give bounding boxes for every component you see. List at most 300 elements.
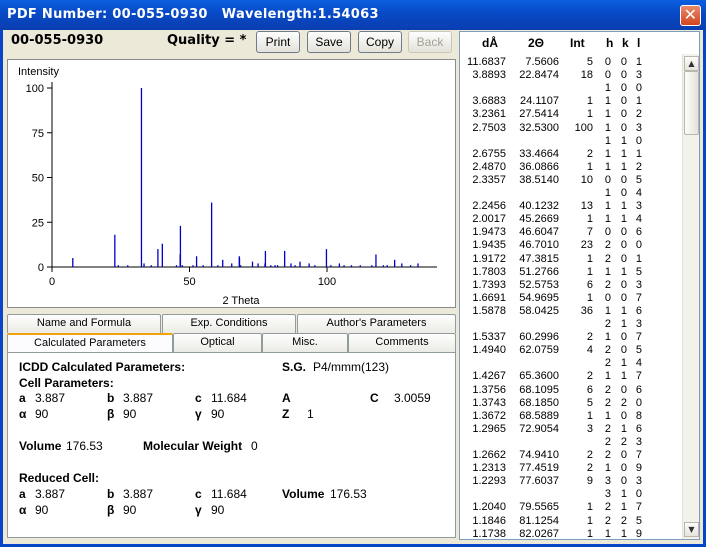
print-button[interactable]: Print	[256, 31, 300, 53]
tab-calculated-parameters[interactable]: Calculated Parameters	[7, 333, 173, 352]
table-row[interactable]	[460, 529, 682, 540]
cell-h: 2	[604, 344, 611, 357]
tab-strip	[7, 314, 456, 354]
table-row[interactable]	[460, 201, 682, 212]
cell-k: 1	[620, 265, 627, 278]
cell-d-spacing: 1.2040	[472, 501, 506, 514]
cell-l: 4	[635, 213, 642, 226]
cell-h: 1	[604, 134, 611, 147]
reduced-a-label: a	[19, 487, 26, 501]
reduced-alpha-value: 90	[35, 503, 49, 517]
table-row[interactable]	[460, 136, 682, 147]
C-value: 3.0059	[394, 391, 431, 405]
table-row[interactable]	[460, 516, 682, 527]
table-row[interactable]	[460, 280, 682, 291]
panel-heading: ICDD Calculated Parameters:	[19, 360, 186, 374]
alpha-label: α	[19, 407, 27, 421]
x-tick-label: 100	[317, 276, 337, 288]
scroll-down-icon[interactable]: ▼	[684, 522, 699, 537]
cell-d-spacing: 1.2313	[472, 462, 506, 475]
cell-h: 1	[604, 200, 611, 213]
cell-two-theta: 7.5606	[525, 56, 559, 68]
cell-two-theta: 52.5753	[519, 278, 559, 291]
table-row[interactable]	[460, 240, 682, 251]
cell-k: 2	[620, 514, 627, 527]
sg-label: S.G.	[282, 360, 307, 374]
cell-h: 0	[604, 173, 611, 186]
table-row[interactable]	[460, 424, 682, 435]
chart-svg	[8, 60, 457, 309]
cell-d-spacing: 1.9435	[472, 239, 506, 252]
cell-h: 0	[604, 226, 611, 239]
table-row[interactable]	[460, 227, 682, 238]
cell-k: 0	[620, 252, 627, 265]
cell-two-theta: 82.0267	[519, 527, 559, 540]
cell-k: 0	[620, 173, 627, 186]
cell-l: 7	[635, 501, 642, 514]
table-row[interactable]	[460, 96, 682, 107]
cell-l: 5	[635, 265, 642, 278]
cell-l: 7	[635, 291, 642, 304]
cell-l: 6	[635, 422, 642, 435]
volume-value: 176.53	[66, 439, 103, 453]
table-row[interactable]	[460, 83, 682, 94]
table-row[interactable]	[460, 411, 682, 422]
header-two-theta[interactable]: 2Θ	[528, 36, 545, 50]
y-tick-label: 75	[31, 127, 44, 140]
table-row[interactable]	[460, 489, 682, 500]
peak-list[interactable]	[459, 31, 700, 540]
table-row[interactable]	[460, 162, 682, 173]
cell-intensity: 6	[586, 383, 593, 396]
cell-d-spacing: 1.2662	[472, 449, 506, 461]
table-row[interactable]	[460, 214, 682, 225]
cell-h: 2	[604, 383, 611, 396]
cell-two-theta: 58.0425	[519, 304, 559, 317]
cell-h: 1	[604, 304, 611, 317]
cell-h: 1	[604, 409, 611, 422]
cell-h: 0	[604, 56, 611, 68]
table-row[interactable]	[460, 306, 682, 317]
header-intensity[interactable]: Int	[570, 36, 585, 50]
cell-intensity: 3	[586, 422, 593, 435]
reduced-volume-label: Volume	[282, 487, 325, 501]
cell-two-theta: 40.1232	[519, 200, 559, 213]
cell-h: 2	[604, 449, 611, 461]
cell-two-theta: 24.1107	[520, 95, 559, 108]
cell-k: 1	[620, 501, 627, 514]
cell-l: 0	[635, 488, 642, 501]
cell-d-spacing: 1.1846	[472, 514, 506, 527]
close-icon: ✕	[683, 5, 698, 24]
back-button: Back	[408, 31, 452, 53]
cell-h: 2	[604, 514, 611, 527]
cell-intensity: 18	[580, 69, 593, 82]
cell-two-theta: 79.5565	[519, 501, 559, 514]
table-row[interactable]	[460, 398, 682, 409]
cell-h: 1	[604, 108, 611, 121]
reduced-volume-value: 176.53	[330, 487, 367, 501]
cell-l: 3	[635, 69, 642, 82]
cell-h: 3	[604, 475, 611, 488]
cell-l: 0	[635, 82, 642, 95]
table-row[interactable]	[460, 358, 682, 369]
cell-k: 1	[620, 304, 627, 317]
cell-intensity: 36	[580, 304, 593, 317]
cell-intensity: 1	[586, 501, 593, 514]
cell-d-spacing: 1.1738	[472, 527, 506, 540]
cell-h: 1	[604, 265, 611, 278]
cell-h: 0	[604, 69, 611, 82]
b-value: 3.887	[123, 391, 154, 405]
cell-h: 2	[604, 396, 611, 409]
table-row[interactable]	[460, 319, 682, 330]
cell-l: 3	[635, 318, 642, 330]
x-axis-label: 2 Theta	[222, 295, 260, 307]
cell-intensity: 4	[586, 344, 593, 357]
cell-d-spacing: 2.7503	[472, 121, 506, 134]
cell-d-spacing: 1.4940	[472, 344, 506, 357]
table-row[interactable]	[460, 70, 682, 81]
cell-l: 5	[635, 344, 642, 357]
tab-name-and-formula[interactable]: Name and Formula	[7, 314, 161, 333]
cell-h: 1	[604, 160, 611, 173]
cell-k: 1	[620, 422, 627, 435]
cell-d-spacing: 2.6755	[472, 147, 506, 160]
cell-k: 0	[620, 409, 627, 422]
cell-two-theta: 27.5414	[519, 108, 559, 121]
cell-two-theta: 47.3815	[519, 252, 559, 265]
cell-d-spacing: 3.8893	[472, 69, 506, 82]
cell-l: 3	[635, 121, 642, 134]
cell-l: 4	[635, 187, 642, 199]
cell-l: 1	[635, 95, 642, 108]
reduced-beta-label: β	[107, 503, 115, 517]
reduced-a-value: 3.887	[35, 487, 66, 501]
cell-h: 2	[604, 357, 611, 370]
cell-d-spacing: 2.2456	[472, 200, 506, 213]
cell-two-theta: 62.0759	[519, 344, 559, 357]
table-row[interactable]	[460, 476, 682, 487]
cell-l: 0	[635, 396, 642, 409]
table-row[interactable]	[460, 371, 682, 382]
cell-two-theta: 72.9054	[519, 422, 559, 435]
cell-d-spacing: 1.2293	[472, 475, 506, 488]
cell-intensity: 100	[574, 121, 593, 134]
cell-l: 3	[635, 475, 642, 488]
cell-d-spacing: 1.6691	[472, 291, 506, 304]
cell-two-theta: 54.9695	[519, 291, 559, 304]
table-row[interactable]	[460, 385, 682, 396]
cell-l: 3	[635, 435, 642, 448]
cell-h: 2	[604, 278, 611, 291]
table-row[interactable]	[460, 123, 682, 134]
cell-k: 0	[620, 449, 627, 461]
cell-k: 0	[620, 226, 627, 239]
cell-d-spacing: 1.5337	[472, 331, 506, 344]
cell-l: 2	[635, 160, 642, 173]
molecular-weight-value: 0	[251, 439, 258, 453]
cell-intensity: 1	[586, 527, 593, 540]
tab-optical[interactable]: Optical	[173, 333, 262, 352]
table-row[interactable]	[460, 267, 682, 278]
reduced-c-value: 11.684	[211, 487, 247, 501]
cell-d-spacing: 1.3756	[472, 383, 506, 396]
cell-two-theta: 65.3600	[519, 370, 559, 383]
table-row[interactable]	[460, 293, 682, 304]
cell-d-spacing: 2.0017	[472, 213, 506, 226]
cell-h: 1	[604, 82, 611, 95]
table-row[interactable]	[460, 57, 682, 68]
cell-k: 1	[620, 160, 627, 173]
cell-two-theta: 51.2766	[519, 265, 559, 278]
close-button[interactable]	[680, 5, 701, 26]
cell-h: 2	[604, 318, 611, 330]
cell-k: 0	[620, 187, 627, 199]
a-value: 3.887	[35, 391, 66, 405]
cell-h: 2	[604, 435, 611, 448]
reduced-alpha-label: α	[19, 503, 27, 517]
cell-l: 9	[635, 462, 642, 475]
header-l[interactable]: l	[637, 36, 641, 50]
cell-l: 6	[635, 304, 642, 317]
cell-intensity: 2	[586, 462, 593, 475]
cell-h: 1	[604, 121, 611, 134]
cell-two-theta: 46.6047	[519, 226, 559, 239]
table-row[interactable]	[460, 345, 682, 356]
cell-l: 8	[635, 409, 642, 422]
cell-intensity: 13	[580, 200, 593, 213]
cell-k: 2	[620, 396, 627, 409]
cell-intensity: 1	[586, 514, 593, 527]
cell-intensity: 2	[586, 370, 593, 383]
cell-d-spacing: 1.9172	[472, 252, 506, 265]
cell-l: 6	[635, 383, 642, 396]
table-row[interactable]	[460, 175, 682, 186]
cell-k: 1	[620, 213, 627, 226]
cell-two-theta: 68.1095	[519, 383, 559, 396]
cell-intensity: 5	[586, 56, 593, 68]
table-row[interactable]	[460, 188, 682, 199]
cell-two-theta: 33.4664	[519, 147, 559, 160]
table-row[interactable]	[460, 450, 682, 461]
x-tick-label: 0	[48, 276, 56, 288]
cell-h: 3	[604, 488, 611, 501]
cell-intensity: 1	[586, 291, 593, 304]
cell-l: 7	[635, 331, 642, 344]
reduced-cell-heading: Reduced Cell:	[19, 471, 100, 485]
save-button[interactable]: Save	[307, 31, 351, 53]
cell-two-theta: 45.2669	[519, 213, 559, 226]
beta-label: β	[107, 407, 115, 421]
reduced-gamma-value: 90	[211, 503, 225, 517]
x-tick-label: 50	[183, 276, 196, 288]
header-d-spacing[interactable]: dÅ	[482, 36, 498, 50]
cell-k: 1	[620, 318, 627, 330]
cell-intensity: 1	[586, 213, 593, 226]
table-row[interactable]	[460, 437, 682, 448]
beta-value: 90	[123, 407, 137, 421]
cell-d-spacing: 1.3672	[472, 409, 506, 422]
table-row[interactable]	[460, 502, 682, 513]
alpha-value: 90	[35, 407, 49, 421]
cell-k: 0	[620, 278, 627, 291]
cell-d-spacing: 1.4267	[472, 370, 506, 383]
table-row[interactable]	[460, 109, 682, 120]
cell-k: 0	[620, 291, 627, 304]
cell-d-spacing: 1.5878	[472, 304, 506, 317]
cell-l: 3	[635, 200, 642, 213]
tab-exp-conditions[interactable]: Exp. Conditions	[162, 314, 296, 333]
cell-d-spacing: 3.6883	[472, 95, 506, 108]
c-label: c	[195, 391, 202, 405]
gamma-label: γ	[195, 407, 202, 421]
cell-d-spacing: 1.7393	[472, 278, 506, 291]
y-tick-label: 50	[31, 172, 44, 185]
y-tick-label: 100	[25, 83, 44, 95]
cell-l: 1	[635, 56, 642, 68]
reduced-c-label: c	[195, 487, 202, 501]
cell-two-theta: 77.6037	[519, 475, 559, 488]
cell-k: 0	[620, 95, 627, 108]
cell-h: 1	[604, 147, 611, 160]
cell-intensity: 9	[586, 475, 593, 488]
reduced-gamma-label: γ	[195, 503, 202, 517]
cell-l: 0	[635, 239, 642, 252]
header-h[interactable]: h	[606, 36, 614, 50]
cell-k: 1	[620, 134, 627, 147]
vertical-scrollbar[interactable]	[682, 54, 699, 539]
cell-k: 0	[620, 108, 627, 121]
cell-l: 9	[635, 527, 642, 540]
b-label: b	[107, 391, 115, 405]
cell-intensity: 1	[586, 252, 593, 265]
cell-k: 1	[620, 488, 627, 501]
cell-d-spacing: 1.7803	[472, 265, 506, 278]
cell-l: 6	[635, 226, 642, 239]
cell-k: 0	[620, 462, 627, 475]
cell-k: 1	[620, 200, 627, 213]
cell-two-theta: 68.1850	[519, 396, 559, 409]
molecular-weight-label: Molecular Weight	[143, 439, 243, 453]
cell-k: 0	[620, 69, 627, 82]
cell-l: 5	[635, 173, 642, 186]
cell-h: 1	[604, 331, 611, 344]
cell-parameters-heading: Cell Parameters:	[19, 376, 114, 390]
cell-d-spacing: 1.2965	[472, 422, 506, 435]
cell-two-theta: 68.5889	[519, 409, 559, 422]
scroll-up-icon[interactable]: ▲	[684, 56, 699, 71]
scroll-thumb[interactable]	[684, 71, 699, 135]
A-label: A	[282, 391, 291, 405]
cell-h: 1	[604, 370, 611, 383]
copy-button[interactable]: Copy	[358, 31, 402, 53]
header-k[interactable]: k	[622, 36, 629, 50]
table-row[interactable]	[460, 463, 682, 474]
cell-k: 1	[620, 370, 627, 383]
window-title-pdf: PDF Number: 00-055-0930	[7, 7, 208, 22]
cell-l: 0	[635, 134, 642, 147]
cell-h: 1	[604, 527, 611, 540]
cell-two-theta: 81.1254	[519, 514, 559, 527]
Z-label: Z	[282, 407, 290, 421]
cell-k: 0	[620, 475, 627, 488]
cell-l: 3	[635, 278, 642, 291]
tab-misc[interactable]: Misc.	[262, 333, 348, 352]
cell-two-theta: 46.7010	[519, 239, 559, 252]
cell-h: 1	[604, 187, 611, 199]
title-bar	[0, 0, 706, 30]
table-row[interactable]	[460, 332, 682, 343]
cell-k: 1	[620, 357, 627, 370]
cell-k: 1	[620, 527, 627, 540]
cell-k: 0	[620, 344, 627, 357]
diffraction-pattern-plot	[7, 59, 456, 308]
cell-h: 2	[604, 422, 611, 435]
quality-label: Quality = *	[167, 33, 247, 48]
cell-intensity: 10	[580, 173, 593, 186]
cell-intensity: 23	[580, 239, 593, 252]
cell-k: 0	[620, 331, 627, 344]
cell-k: 0	[620, 121, 627, 134]
cell-l: 2	[635, 108, 642, 121]
cell-d-spacing: 2.3357	[472, 173, 506, 186]
C-label: C	[370, 391, 379, 405]
cell-k: 0	[620, 56, 627, 68]
volume-label: Volume	[19, 439, 62, 453]
reduced-b-label: b	[107, 487, 115, 501]
pdf-number: 00-055-0930	[11, 33, 104, 48]
Z-value: 1	[307, 407, 314, 421]
cell-intensity: 1	[586, 265, 593, 278]
cell-intensity: 2	[586, 147, 593, 160]
cell-l: 4	[635, 357, 642, 370]
cell-intensity: 2	[586, 449, 593, 461]
a-label: a	[19, 391, 26, 405]
cell-intensity: 7	[586, 226, 593, 239]
cell-h: 2	[604, 501, 611, 514]
tab-authors-parameters[interactable]: Author's Parameters	[297, 314, 456, 333]
cell-two-theta: 77.4519	[519, 462, 559, 475]
y-axis-label: Intensity	[18, 66, 59, 78]
cell-intensity: 5	[586, 396, 593, 409]
cell-h: 1	[604, 213, 611, 226]
cell-d-spacing: 3.2361	[472, 108, 506, 121]
reduced-beta-value: 90	[123, 503, 137, 517]
tab-comments[interactable]: Comments	[348, 333, 456, 352]
cell-k: 2	[620, 435, 627, 448]
cell-intensity: 1	[586, 409, 593, 422]
cell-k: 0	[620, 82, 627, 95]
table-row[interactable]	[460, 254, 682, 265]
cell-d-spacing: 1.3743	[472, 396, 506, 409]
cell-d-spacing: 1.9473	[472, 226, 506, 239]
cell-l: 7	[635, 370, 642, 383]
cell-two-theta: 60.2996	[519, 331, 559, 344]
calculated-parameters-panel	[7, 352, 456, 538]
cell-two-theta: 32.5300	[519, 121, 559, 134]
cell-intensity: 1	[586, 160, 593, 173]
cell-intensity: 1	[586, 108, 593, 121]
cell-intensity: 2	[586, 331, 593, 344]
cell-k: 0	[620, 383, 627, 396]
cell-d-spacing: 2.4870	[472, 160, 506, 173]
cell-h: 2	[604, 252, 611, 265]
table-row[interactable]	[460, 149, 682, 160]
cell-two-theta: 38.5140	[519, 173, 559, 186]
cell-k: 0	[620, 239, 627, 252]
cell-intensity: 6	[586, 278, 593, 291]
